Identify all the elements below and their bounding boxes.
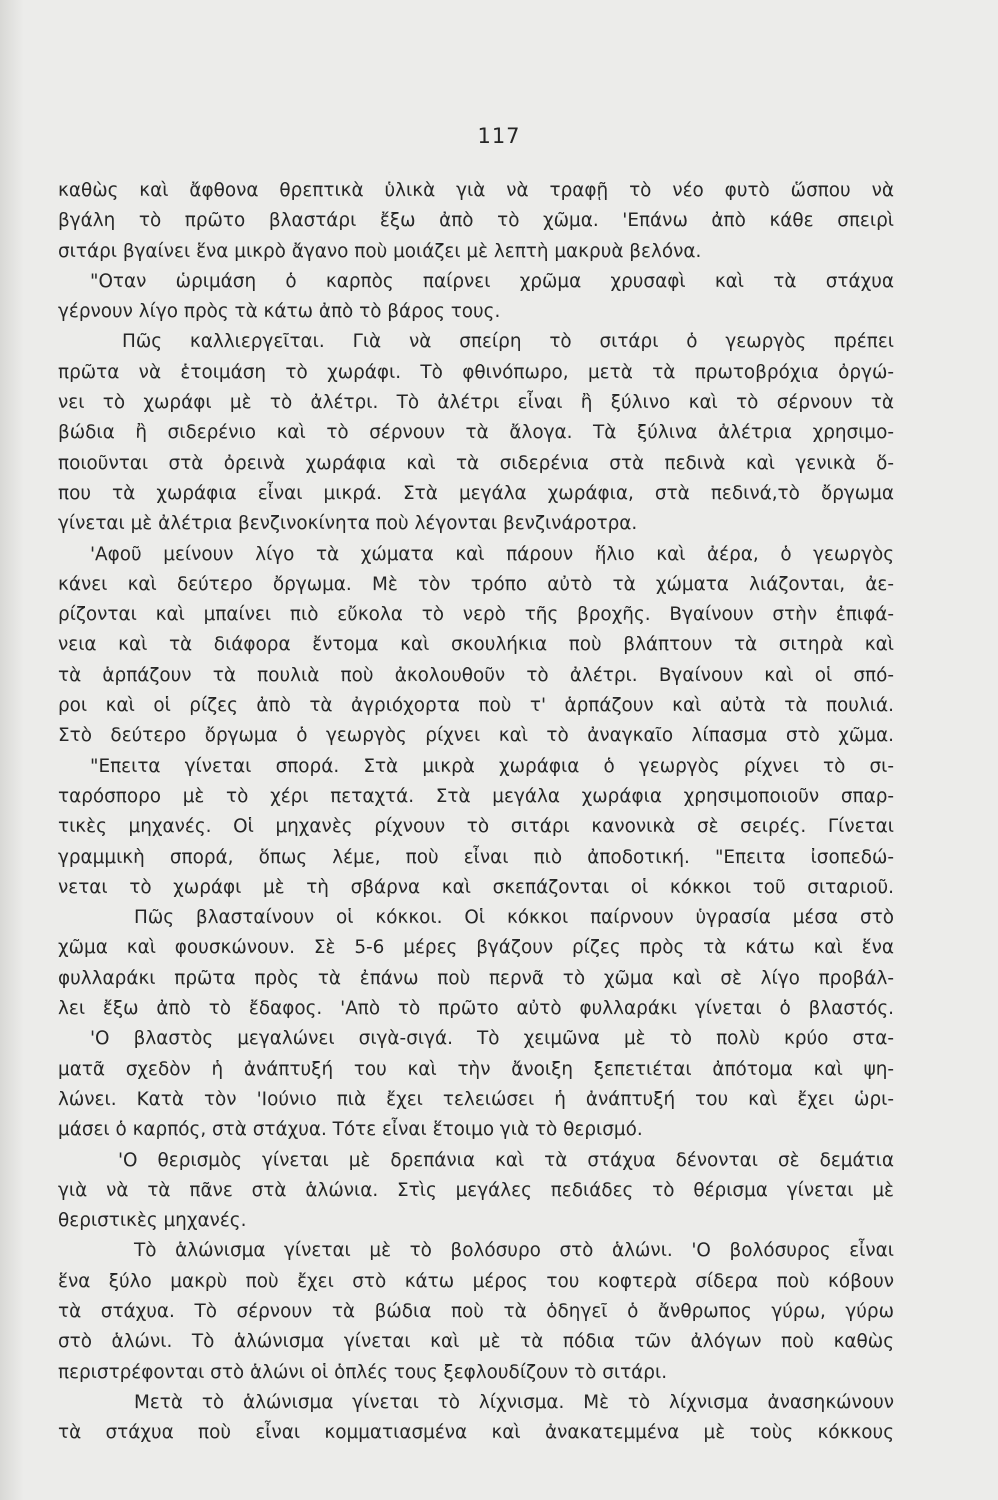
text-line: βώδια ἢ σιδερένιο καὶ τὸ σέρνουν τὰ ἄλογα. Τὰ ξύλινα ἀλέτρια χρησιμο-	[58, 422, 894, 444]
text-line: Μετὰ τὸ ἁλώνισμα γίνεται τὸ λίχνισμα. Μὲ τὸ λίχνισμα ἀνασηκώνουν	[134, 1391, 894, 1413]
text-line: μάσει ὁ καρπός, στὰ στάχυα. Τότε εἶναι ἕτοιμο γιὰ τὸ θερισμό.	[58, 1119, 643, 1141]
text-line: που τὰ χωράφια εἶναι μικρά. Στὰ μεγάλα χωράφια, στὰ πεδινά,τὸ ὄργωμα	[58, 482, 894, 504]
text-line: νει τὸ χωράφι μὲ τὸ ἀλέτρι. Τὸ ἀλέτρι εἶναι ἢ ξύλινο καὶ τὸ σέρνουν τὰ	[58, 392, 894, 414]
text-line: νεται τὸ χωράφι μὲ τὴ σβάρνα καὶ σκεπάζονται οἱ κόκκοι τοῦ σιταριοῦ.	[58, 876, 894, 898]
text-line: καθὼς καὶ ἄφθονα θρεπτικὰ ὑλικὰ γιὰ νὰ τραφῇ τὸ νέο φυτὸ ὥσπου νὰ	[58, 180, 894, 201]
text-line: θεριστικὲς μηχανές.	[58, 1210, 247, 1232]
text-line: 'Ο θερισμὸς γίνεται μὲ δρεπάνια καὶ τὰ στάχυα δένονται σὲ δεμάτια	[118, 1149, 894, 1171]
text-line: γέρνουν λίγο πρὸς τὰ κάτω ἀπὸ τὸ βάρος τους.	[58, 301, 501, 323]
text-line: "Οταν ὡριμάση ὁ καρπὸς παίρνει χρῶμα χρυσαφὶ καὶ τὰ στάχυα	[90, 270, 894, 292]
text-line: κάνει καὶ δεύτερο ὄργωμα. Μὲ τὸν τρόπο αὐτὸ τὰ χώματα λιάζονται, ἀε-	[58, 573, 894, 595]
page-number: 117	[477, 124, 521, 148]
text-line: γραμμικὴ σπορά, ὅπως λέμε, ποὺ εἶναι πιὸ ἀποδοτική. "Επειτα ἰσοπεδώ-	[58, 846, 894, 868]
text-line: τὰ ἁρπάζουν τὰ πουλιὰ ποὺ ἀκολουθοῦν τὸ ἀλέτρι. Βγαίνουν καὶ οἱ σπό-	[58, 664, 894, 686]
text-line: "Επειτα γίνεται σπορά. Στὰ μικρὰ χωράφια ὁ γεωργὸς ρίχνει τὸ σι-	[90, 755, 894, 777]
text-line: Στὸ δεύτερο ὄργωμα ὁ γεωργὸς ρίχνει καὶ τὸ ἀναγκαῖο λίπασμα στὸ χῶμα.	[58, 725, 894, 747]
text-line: γίνεται μὲ ἀλέτρια βενζινοκίνητα ποὺ λέγονται βενζινάροτρα.	[58, 513, 638, 535]
text-line: τὰ στάχυα ποὺ εἶναι κομματιασμένα καὶ ἀνακατεμμένα μὲ τοὺς κόκκους	[58, 1422, 894, 1444]
text-line: ποιοῦνται στὰ ὀρεινὰ χωράφια καὶ τὰ σιδερένια στὰ πεδινὰ καὶ γενικὰ ὅ-	[58, 452, 894, 474]
text-line: νεια καὶ τὰ διάφορα ἔντομα καὶ σκουλήκια ποὺ βλάπτουν τὰ σιτηρὰ καὶ	[58, 634, 894, 656]
text-line: λώνει. Κατὰ τὸν 'Ιούνιο πιὰ ἔχει τελειώσει ἡ ἀνάπτυξή του καὶ ἔχει ὡρι-	[58, 1088, 894, 1110]
text-line: ρίζονται καὶ μπαίνει πιὸ εὔκολα τὸ νερὸ τῆς βροχῆς. Βγαίνουν στὴν ἐπιφά-	[58, 604, 894, 626]
text-line: περιστρέφονται στὸ ἁλώνι οἱ ὁπλές τους ξεφλουδίζουν τὸ σιτάρι.	[58, 1361, 668, 1383]
text-line: πρῶτα νὰ ἑτοιμάση τὸ χωράφι. Τὸ φθινόπωρο, μετὰ τὰ πρωτοβρόχια ὀργώ-	[58, 361, 894, 383]
text-line: τὰ στάχυα. Τὸ σέρνουν τὰ βώδια ποὺ τὰ ὁδηγεῖ ὁ ἄνθρωπος γύρω, γύρω	[58, 1300, 894, 1322]
text-line: γιὰ νὰ τὰ πᾶνε στὰ ἁλώνια. Στὶς μεγάλες πεδιάδες τὸ θέρισμα γίνεται μὲ	[58, 1179, 894, 1201]
text-line: Τὸ ἁλώνισμα γίνεται μὲ τὸ βολόσυρο στὸ ἁλώνι. 'Ο βολόσυρος εἶναι	[134, 1240, 894, 1262]
text-line: ταρόσπορο μὲ τὸ χέρι πεταχτά. Στὰ μεγάλα χωράφια χρησιμοποιοῦν σπαρ-	[58, 785, 894, 807]
text-line: ματᾶ σχεδὸν ἡ ἀνάπτυξή του καὶ τὴν ἄνοιξη ξεπετιέται ἀπότομα καὶ ψη-	[58, 1058, 894, 1080]
text-line: ροι καὶ οἱ ρίζες ἀπὸ τὰ ἀγριόχορτα ποὺ τ' ἁρπάζουν καὶ αὐτὰ τὰ πουλιά.	[58, 695, 894, 717]
text-line: τικὲς μηχανές. Οἱ μηχανὲς ρίχνουν τὸ σιτάρι κανονικὰ σὲ σειρές. Γίνεται	[58, 816, 894, 838]
text-line: βγάλη τὸ πρῶτο βλαστάρι ἔξω ἀπὸ τὸ χῶμα. 'Επάνω ἀπὸ κάθε σπειρὶ	[58, 210, 894, 232]
text-line: στὸ ἁλώνι. Τὸ ἁλώνισμα γίνεται καὶ μὲ τὰ πόδια τῶν ἀλόγων ποὺ καθὼς	[58, 1331, 894, 1353]
text-line: λει ἔξω ἀπὸ τὸ ἔδαφος. 'Απὸ τὸ πρῶτο αὐτὸ φυλλαράκι γίνεται ὁ βλαστός.	[58, 998, 894, 1020]
text-line: σιτάρι βγαίνει ἕνα μικρὸ ἄγανο ποὺ μοιάζει μὲ λεπτὴ μακρυὰ βελόνα.	[58, 240, 702, 262]
text-line: ἕνα ξύλο μακρὺ ποὺ ἔχει στὸ κάτω μέρος του κοφτερὰ σίδερα ποὺ κόβουν	[58, 1270, 894, 1292]
text-line: Πῶς βλασταίνουν οἱ κόκκοι. Οἱ κόκκοι παίρνουν ὑγρασία μέσα στὸ	[134, 907, 894, 929]
text-line: φυλλαράκι πρῶτα πρὸς τὰ ἐπάνω ποὺ περνᾶ τὸ χῶμα καὶ σὲ λίγο προβάλ-	[58, 967, 894, 989]
text-line: χῶμα καὶ φουσκώνουν. Σὲ 5-6 μέρες βγάζουν ρίζες πρὸς τὰ κάτω καὶ ἕνα	[58, 937, 894, 959]
body-text	[58, 176, 894, 1448]
text-line: Πῶς καλλιεργεῖται. Γιὰ νὰ σπείρη τὸ σιτάρι ὁ γεωργὸς πρέπει	[122, 331, 894, 353]
text-line: 'Ο βλαστὸς μεγαλώνει σιγὰ-σιγά. Τὸ χειμῶνα μὲ τὸ πολὺ κρύο στα-	[90, 1028, 894, 1050]
text-line: 'Αφοῦ μείνουν λίγο τὰ χώματα καὶ πάρουν ἥλιο καὶ ἀέρα, ὁ γεωργὸς	[90, 543, 894, 565]
